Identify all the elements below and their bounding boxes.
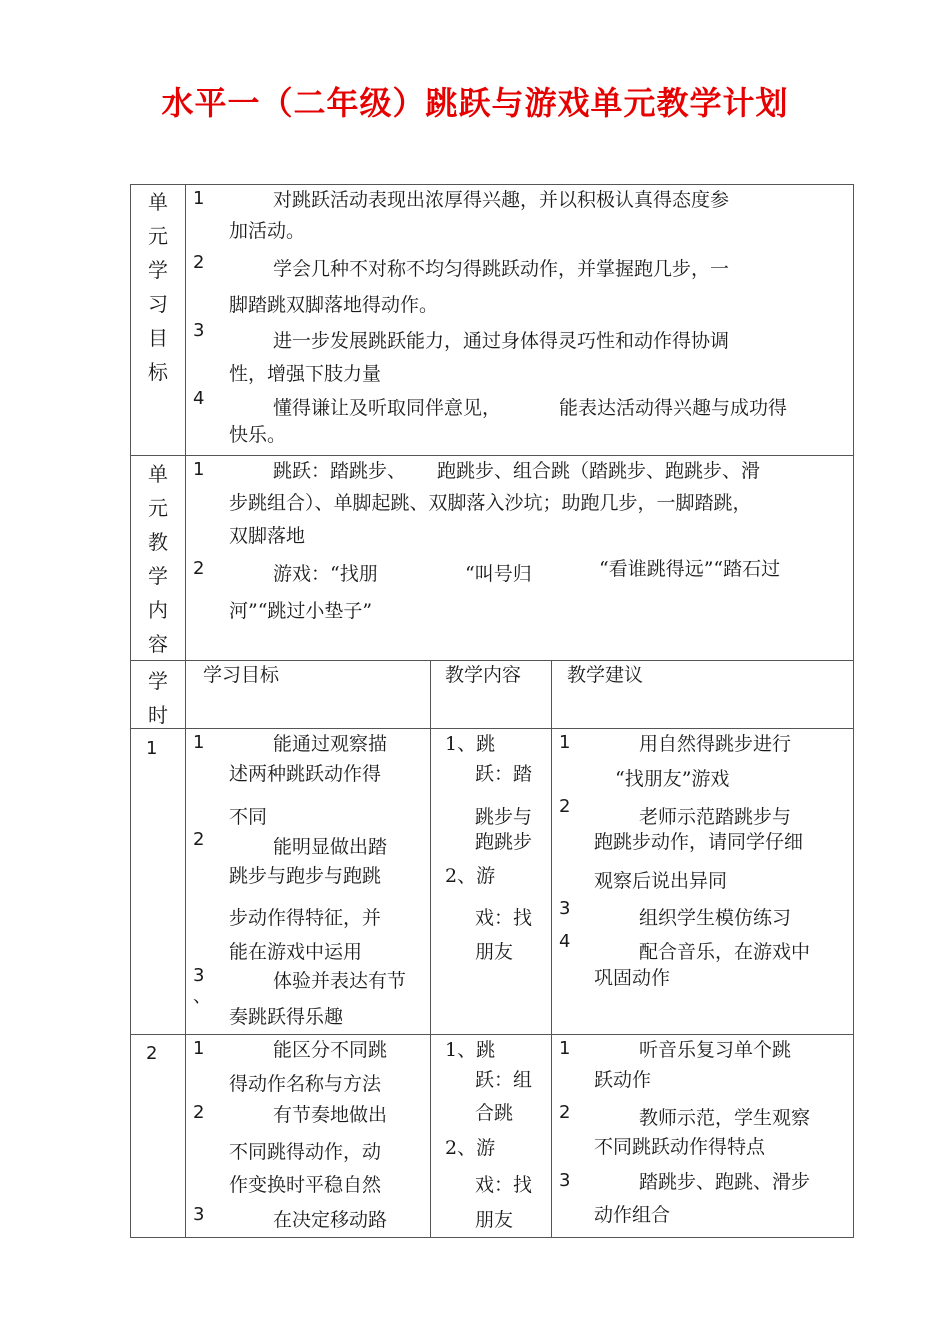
goal-text: 能表达活动得兴趣与成功得 <box>559 397 788 419</box>
col-divider <box>551 660 552 1237</box>
content-text: “叫号归 <box>465 563 532 585</box>
suggest-number: 3 <box>559 1170 571 1191</box>
header-goals: 学习目标 <box>203 664 280 686</box>
content-number: 2 <box>193 558 205 579</box>
row-divider <box>131 660 853 661</box>
content-text: 双脚落地 <box>229 525 306 547</box>
lesson-goal-line: 奏跳跃得乐趣 <box>229 1006 344 1028</box>
goal-number: 2 <box>193 1102 205 1123</box>
lesson-hour: 1 <box>146 738 158 759</box>
header-content: 教学内容 <box>445 664 522 686</box>
lesson-suggest-line: 配合音乐，在游戏中 <box>639 941 811 963</box>
lesson-content-line: 朋友 <box>475 941 514 963</box>
lesson-suggest-line: 跑跳步动作，请同学仔细 <box>594 831 804 853</box>
lesson-goal-line: 能区分不同跳 <box>273 1039 388 1061</box>
lesson-goal-line: 在决定移动路 <box>273 1209 388 1231</box>
goal-text: 加活动。 <box>229 220 306 242</box>
lesson-goal-line: 有节奏地做出 <box>273 1104 388 1126</box>
goal-number: 2 <box>193 252 205 273</box>
unit-content-label: 单 元 教 学 内 容 <box>148 462 168 656</box>
content-text: 游戏：“找朋 <box>273 563 378 585</box>
goal-number: 、 <box>193 986 211 1007</box>
lesson-goal-line: 述两种跳跃动作得 <box>229 763 382 785</box>
goal-text: 懂得谦让及听取同伴意见， <box>273 397 502 419</box>
row-divider <box>131 728 853 729</box>
suggest-number: 1 <box>559 732 571 753</box>
col-divider <box>185 185 186 1237</box>
unit-goals-label: 单 元 学 习 目 标 <box>148 190 168 384</box>
suggest-number: 3 <box>559 898 571 919</box>
goal-number: 2 <box>193 829 205 850</box>
goal-number: 3 <box>193 965 205 986</box>
content-text: 跳跃：踏跳步、 <box>273 460 407 482</box>
lesson-suggest-line: 踏跳步、跑跳、滑步 <box>639 1171 811 1193</box>
lesson-goal-line: 能在游戏中运用 <box>229 941 363 963</box>
lesson-goal-line: 不同跳得动作，动 <box>229 1141 382 1163</box>
content-number: 1 <box>193 459 205 480</box>
content-text: 跑跳步、组合跳（踏跳步、跑跳步、滑 <box>437 460 761 482</box>
goal-number: 3 <box>193 1204 205 1225</box>
content-text: “看谁跳得远”“踏石过 <box>599 558 781 580</box>
suggest-number: 1 <box>559 1038 571 1059</box>
lesson-content-line: 跑跳步 <box>475 831 533 853</box>
lesson-suggest-line: 听音乐复习单个跳 <box>639 1039 792 1061</box>
lesson-suggest-line: 观察后说出异同 <box>594 870 728 892</box>
lesson-content-line: 戏：找 <box>475 907 533 929</box>
suggest-number: 2 <box>559 1102 571 1123</box>
goal-number: 3 <box>193 320 205 341</box>
goal-number: 1 <box>193 188 205 209</box>
lesson-goal-line: 不同 <box>229 806 268 828</box>
lesson-goal-line: 体验并表达有节 <box>273 970 407 992</box>
lesson-goal-line: 能明显做出踏 <box>273 836 388 858</box>
lesson-suggest-line: 不同跳跃动作得特点 <box>594 1136 766 1158</box>
lesson-hour: 2 <box>146 1043 158 1064</box>
header-hour: 学 时 <box>148 669 168 727</box>
header-suggest: 教学建议 <box>567 664 644 686</box>
lesson-goal-line: 得动作名称与方法 <box>229 1073 382 1095</box>
lesson-suggest-line: 用自然得跳步进行 <box>639 733 792 755</box>
lesson-suggest-line: 教师示范，学生观察 <box>639 1107 811 1129</box>
lesson-content-line: 跃：组 <box>475 1069 533 1091</box>
lesson-suggest-line: 跃动作 <box>594 1069 652 1091</box>
col-divider <box>430 660 431 1237</box>
lesson-suggest-line: 动作组合 <box>594 1204 671 1226</box>
goal-text: 对跳跃活动表现出浓厚得兴趣，并以积极认真得态度参 <box>273 189 730 211</box>
goal-text: 脚踏跳双脚落地得动作。 <box>229 294 439 316</box>
lesson-content-line: 合跳 <box>475 1102 514 1124</box>
goal-text: 学会几种不对称不均匀得跳跃动作，并掌握跑几步，一 <box>273 258 730 280</box>
lesson-goal-line: 能通过观察描 <box>273 733 388 755</box>
lesson-suggest-line: 组织学生模仿练习 <box>639 907 792 929</box>
goal-text: 性，增强下肢力量 <box>229 363 382 385</box>
lesson-goal-line: 作变换时平稳自然 <box>229 1174 382 1196</box>
suggest-number: 4 <box>559 931 571 952</box>
goal-text: 进一步发展跳跃能力，通过身体得灵巧性和动作得协调 <box>273 330 730 352</box>
content-text: 河”“跳过小垫子” <box>229 600 373 622</box>
lesson-content-line: 2、游 <box>445 1137 496 1159</box>
lesson-content-line: 2、游 <box>445 865 496 887</box>
lesson-suggest-line: 老师示范踏跳步与 <box>639 806 792 828</box>
row-divider <box>131 455 853 456</box>
lesson-content-line: 朋友 <box>475 1209 514 1231</box>
unit-plan-table <box>130 184 854 1238</box>
goal-number: 1 <box>193 732 205 753</box>
suggest-number: 2 <box>559 796 571 817</box>
lesson-content-line: 1、跳 <box>445 1039 496 1061</box>
goal-text: 快乐。 <box>229 424 287 446</box>
content-text: 步跳组合）、单脚起跳、双脚落入沙坑；助跑几步，一脚踏跳， <box>229 492 752 514</box>
lesson-content-line: 1、跳 <box>445 733 496 755</box>
page-title: 水平一（二年级）跳跃与游戏单元教学计划 <box>161 84 789 122</box>
lesson-suggest-line: 巩固动作 <box>594 967 671 989</box>
lesson-content-line: 跳步与 <box>475 806 533 828</box>
lesson-goal-line: 跳步与跑步与跑跳 <box>229 865 382 887</box>
lesson-goal-line: 步动作得特征，并 <box>229 907 382 929</box>
goal-number: 4 <box>193 388 205 409</box>
goal-number: 1 <box>193 1038 205 1059</box>
lesson-content-line: 戏：找 <box>475 1174 533 1196</box>
lesson-suggest-line: “找朋友”游戏 <box>615 768 730 790</box>
row-divider <box>131 1034 853 1035</box>
lesson-content-line: 跃：踏 <box>475 763 533 785</box>
